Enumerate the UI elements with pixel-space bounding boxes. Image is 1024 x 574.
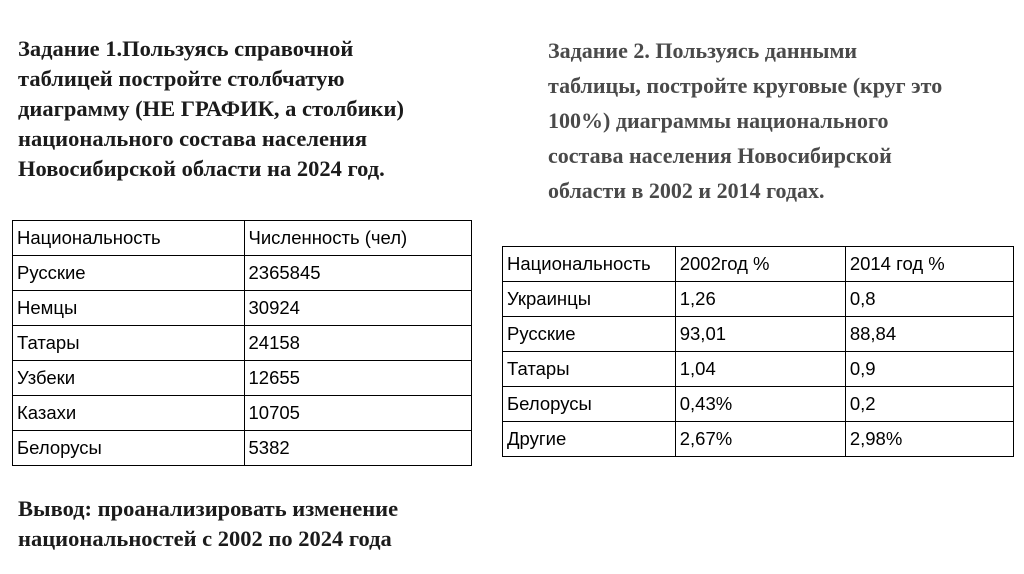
table-row [13, 431, 472, 466]
nationality-cell: Татары [13, 326, 245, 361]
nationality-cell: Другие [503, 422, 676, 457]
percent-2014-cell: 0,8 [845, 282, 1013, 317]
header-cell: Национальность [503, 247, 676, 282]
table-row [13, 291, 472, 326]
task-1-line: таблицей постройте столбчатую [18, 66, 345, 91]
nationality-cell: Белорусы [503, 387, 676, 422]
task-2-line: 100%) диаграммы национального [548, 108, 889, 133]
count-cell: 10705 [244, 396, 472, 431]
percent-2002-cell: 1,04 [675, 352, 845, 387]
task-1-text [18, 34, 498, 184]
conclusion-text [18, 494, 498, 554]
percent-2002-cell: 1,26 [675, 282, 845, 317]
nationality-cell: Татары [503, 352, 676, 387]
nationality-cell: Казахи [13, 396, 245, 431]
table-row [13, 361, 472, 396]
table-header-row [13, 221, 472, 256]
percent-2014-cell: 88,84 [845, 317, 1013, 352]
table-row [503, 317, 1014, 352]
table-row [13, 256, 472, 291]
nationality-cell: Русские [13, 256, 245, 291]
task-2-line: состава населения Новосибирской [548, 143, 892, 168]
header-cell: 2014 год % [845, 247, 1013, 282]
table-row [503, 282, 1014, 317]
table-row [503, 352, 1014, 387]
count-cell: 5382 [244, 431, 472, 466]
table-row [13, 326, 472, 361]
task-2-line: области в 2002 и 2014 годах. [548, 178, 825, 203]
task-1-line: Новосибирской области на 2024 год. [18, 156, 385, 181]
count-cell: 24158 [244, 326, 472, 361]
nationality-cell: Русские [503, 317, 676, 352]
table-row [503, 422, 1014, 457]
task-2-text [548, 33, 1018, 208]
percent-2014-cell: 2,98% [845, 422, 1013, 457]
conclusion-line: национальностей с 2002 по 2024 года [18, 526, 392, 551]
count-cell: 12655 [244, 361, 472, 396]
task-2-line: Задание 2. Пользуясь данными [548, 38, 858, 63]
header-cell: Национальность [13, 221, 245, 256]
task-1-line: Задание 1.Пользуясь справочной [18, 36, 354, 61]
nationality-cell: Украинцы [503, 282, 676, 317]
task-2-line: таблицы, постройте круговые (круг это [548, 73, 943, 98]
percent-2002-cell: 2,67% [675, 422, 845, 457]
nationality-cell: Немцы [13, 291, 245, 326]
table-row [13, 396, 472, 431]
nationality-cell: Узбеки [13, 361, 245, 396]
table-header-row [503, 247, 1014, 282]
population-percent-table [502, 246, 1014, 457]
population-2024-table [12, 220, 472, 466]
percent-2002-cell: 93,01 [675, 317, 845, 352]
nationality-cell: Белорусы [13, 431, 245, 466]
percent-2014-cell: 0,9 [845, 352, 1013, 387]
header-cell: 2002год % [675, 247, 845, 282]
count-cell: 30924 [244, 291, 472, 326]
table-row [503, 387, 1014, 422]
count-cell: 2365845 [244, 256, 472, 291]
conclusion-line: Вывод: проанализировать изменение [18, 496, 399, 521]
task-1-line: национального состава населения [18, 126, 368, 151]
percent-2002-cell: 0,43% [675, 387, 845, 422]
percent-2014-cell: 0,2 [845, 387, 1013, 422]
task-1-line: диаграмму (НЕ ГРАФИК, а столбики) [18, 96, 404, 121]
header-cell: Численность (чел) [244, 221, 472, 256]
